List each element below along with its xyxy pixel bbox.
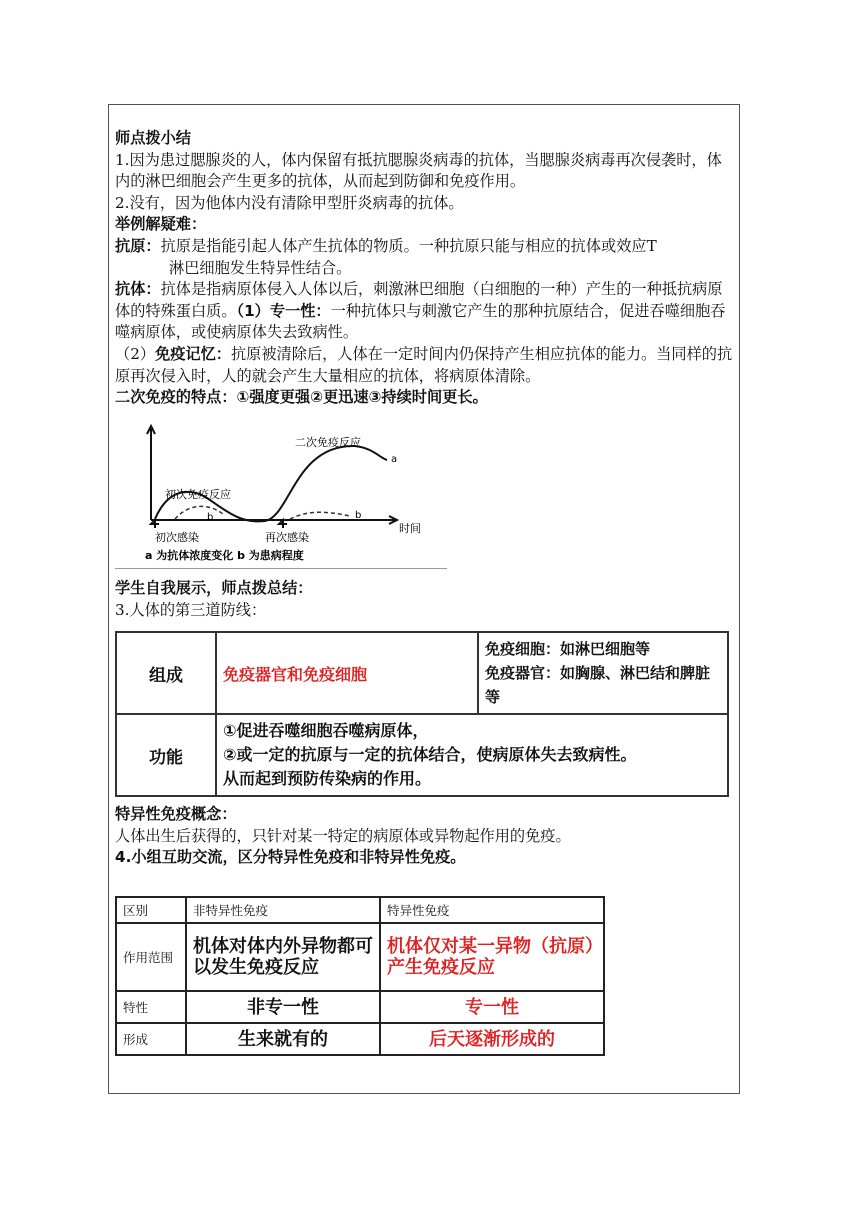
- function-line-2: ②或一定的抗原与一定的抗体结合，使病原体失去致病性。: [223, 745, 637, 764]
- answer-2: 2.没有，因为他体内没有清除甲型肝炎病毒的抗体。: [115, 193, 464, 212]
- infect2-arrow: [279, 520, 287, 528]
- graph-divider: [115, 568, 447, 569]
- immunity-compare-table: [115, 896, 605, 1056]
- memory-label: 免疫记忆：: [155, 344, 231, 363]
- table2-row-feature: [116, 991, 604, 1023]
- table2-h1: 非特异性免疫: [186, 897, 380, 923]
- table1-function-text: [216, 714, 728, 796]
- table2-r2-label: 特性: [116, 991, 186, 1023]
- answer-1: 1.因为患过腮腺炎的人，体内保留有抵抗腮腺炎病毒的抗体，当腮腺炎病毒再次侵袭时，体内的淋巴细胞会产生更多的抗体，从而起到防御和免疫作用。: [115, 150, 722, 191]
- show-title: 学生自我展示，师点拨总结：: [115, 579, 313, 597]
- qa-title: 举例解疑难：: [115, 215, 207, 234]
- table2-r3-c1: 生来就有的: [186, 1023, 380, 1055]
- secondary-title: 二次免疫的特点：①强度更强②更迅速③持续时间更长。: [115, 388, 488, 407]
- memory-prefix: （2）: [115, 344, 156, 363]
- immune-response-graph: [115, 424, 445, 566]
- antibody-paragraph: [115, 279, 735, 344]
- table2-row-scope: [116, 923, 604, 991]
- table1-composition-main: 免疫器官和免疫细胞: [216, 632, 478, 714]
- third-line-table: [115, 631, 729, 797]
- table1-row-composition: [116, 632, 728, 714]
- specific-label: （1）专一性：: [236, 301, 331, 320]
- curve-b-second: [290, 512, 350, 519]
- table1-head-function: 功能: [116, 714, 216, 796]
- table1-head-composition: 组成: [116, 632, 216, 714]
- table2-row-formation: [116, 1023, 604, 1055]
- label-b2: b: [355, 510, 362, 521]
- table2-r2-c2: 专一性: [380, 991, 604, 1023]
- table1-side-cells: 免疫细胞：如淋巴细胞等: [485, 640, 651, 658]
- specific-text: 一种抗体只与刺激它产生的那种抗原结合，促进吞噬细胞吞噬病原体，或使病原体失去致病性。: [115, 301, 726, 342]
- third-line-title: 3.人体的第三道防线：: [115, 600, 267, 619]
- table2-r3-label: 形成: [116, 1023, 186, 1055]
- section-title: 师点拨小结: [115, 129, 191, 147]
- antigen-text-2: 淋巴细胞发生特异性结合。: [169, 258, 352, 277]
- label-infect2: 再次感染: [265, 531, 309, 544]
- table1-row-function: [116, 714, 728, 796]
- antigen-label: 抗原：: [115, 236, 161, 255]
- antigen-paragraph: [115, 236, 735, 258]
- label-first: 初次免疫反应: [165, 488, 231, 501]
- function-line-3: 从而起到预防传染病的作用。: [223, 769, 432, 788]
- content-2: [115, 578, 735, 621]
- label-time: 时间: [399, 522, 421, 535]
- curve-a: [155, 446, 387, 521]
- antigen-text: 抗原是指能引起人体产生抗体的物质。一种抗原只能与相应的抗体或效应T: [160, 236, 657, 255]
- table2-r1-c1: 机体对体内外异物都可以发生免疫反应: [186, 923, 380, 991]
- table2-h2: 特异性免疫: [380, 897, 604, 923]
- table2-header-row: [116, 897, 604, 923]
- label-second: 二次免疫反应: [295, 436, 361, 449]
- table2-r3-c2: 后天逐渐形成的: [380, 1023, 604, 1055]
- table2-h0: 区别: [116, 897, 186, 923]
- table2-r1-label: 作用范围: [116, 923, 186, 991]
- group-title: 4.小组互助交流，区分特异性免疫和非特异性免疫。: [115, 848, 466, 867]
- memory-paragraph: [115, 344, 735, 387]
- function-line-1: ①促进吞噬细胞吞噬病原体，: [223, 721, 429, 740]
- curve-b-first: [175, 506, 223, 519]
- table2-r1-c2: 机体仅对某一异物（抗原）产生免疫反应: [380, 923, 604, 991]
- memory-text: 抗原被清除后，人体在一定时间内仍保持产生相应抗体的能力。当同样的抗原再次侵入时，人的就会产生大量相应的抗体，将病原体清除。: [115, 344, 733, 385]
- label-infect1: 初次感染: [155, 531, 199, 544]
- content-3: [115, 804, 735, 869]
- antibody-text: 抗体是指病原体侵入人体以后，刺激淋巴细胞（白细胞的一种）产生的一种抵抗病原体的特殊蛋白质。: [115, 280, 723, 320]
- content: [115, 128, 735, 409]
- table2-r2-c1: 非专一性: [186, 991, 380, 1023]
- infect1-arrow: [151, 520, 159, 528]
- graph-caption: a 为抗体浓度变化 b 为患病程度: [145, 549, 304, 562]
- concept-title: 特异性免疫概念：: [115, 805, 237, 823]
- concept-text: 人体出生后获得的，只针对某一特定的病原体或异物起作用的免疫。: [115, 826, 571, 845]
- table1-composition-side: [478, 632, 728, 714]
- table1-side-organs: 免疫器官：如胸腺、淋巴结和脾脏等: [485, 664, 711, 706]
- label-b1: b: [207, 512, 214, 523]
- antibody-label: 抗体：: [115, 280, 161, 299]
- label-a: a: [391, 454, 398, 465]
